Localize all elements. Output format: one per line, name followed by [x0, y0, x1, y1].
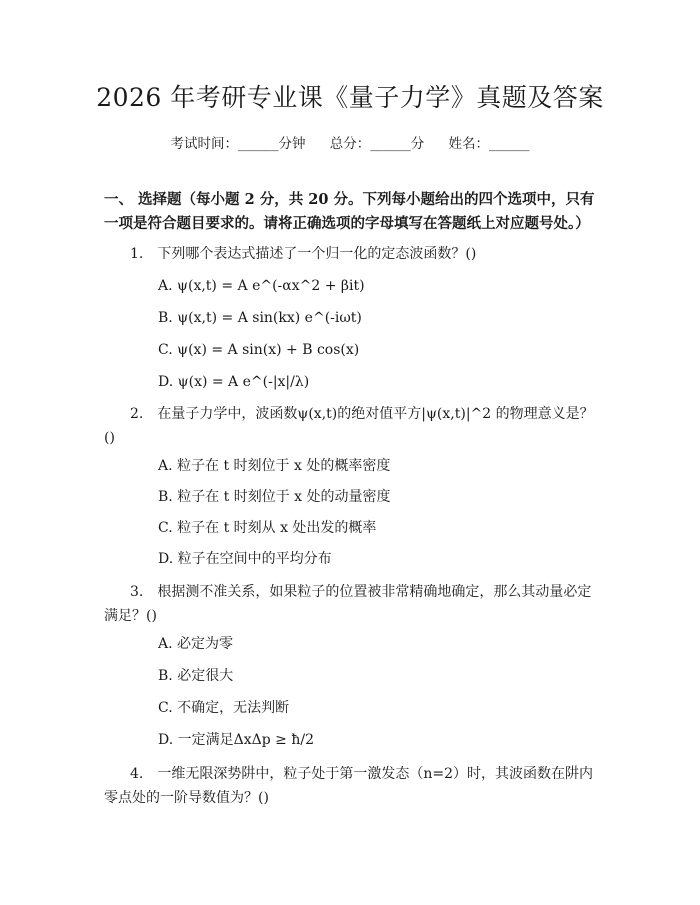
question-3-option-a: A. 必定为零 [158, 636, 234, 652]
question-2-option-b: B. 粒子在 t 时刻位于 x 处的动量密度 [158, 489, 391, 505]
question-1-option-a: A. ψ(x,t) = A e^(-αx^2 + βit) [158, 278, 365, 294]
question-3 [104, 580, 600, 628]
question-3-option-d: D. 一定满足ΔxΔp ≥ ħ/2 [158, 732, 314, 748]
question-4 [104, 762, 600, 810]
question-text: 在量子力学中，波函数ψ(x,t)的绝对值平方|ψ(x,t)|^2 的物理意义是？() [104, 406, 594, 446]
question-1 [104, 242, 600, 266]
question-1-option-b: B. ψ(x,t) = A sin(kx) e^(-iωt) [158, 310, 362, 326]
question-2-option-d: D. 粒子在空间中的平均分布 [158, 551, 332, 567]
question-1-option-d: D. ψ(x) = A e^(-|x|/λ) [158, 374, 310, 390]
total-score-field: 总分：______分 [329, 136, 425, 152]
exam-time-field: 考试时间：______分钟 [170, 136, 306, 152]
question-3-option-b: B. 必定很大 [158, 668, 234, 684]
question-2-option-a: A. 粒子在 t 时刻位于 x 处的概率密度 [158, 458, 391, 474]
question-number: 2. [130, 406, 144, 422]
question-1-option-c: C. ψ(x) = A sin(x) + B cos(x) [158, 342, 360, 358]
question-2 [104, 402, 600, 450]
student-name-field: 姓名：______ [448, 136, 530, 152]
question-number: 4. [130, 766, 144, 782]
page-title: 2026 年考研专业课《量子力学》真题及答案 [96, 83, 604, 112]
question-text: 一维无限深势阱中，粒子处于第一激发态（n=2）时，其波函数在阱内零点处的一阶导数值为？() [104, 766, 594, 806]
question-2-option-c: C. 粒子在 t 时刻从 x 处出发的概率 [158, 520, 377, 536]
exam-meta [0, 132, 700, 152]
question-text: 下列哪个表达式描述了一个归一化的定态波函数？() [157, 246, 477, 262]
question-text: 根据测不准关系，如果粒子的位置被非常精确地确定，那么其动量必定满足？() [104, 584, 592, 624]
section-header: 一、 选择题（每小题 2 分，共 20 分。下列每小题给出的四个选项中，只有一项是符合题目要求的。请将正确选项的字母填写在答题纸上对应题号处。） [104, 191, 595, 232]
question-number: 1. [130, 246, 144, 262]
question-3-option-c: C. 不确定，无法判断 [158, 700, 290, 716]
question-number: 3. [130, 584, 144, 600]
